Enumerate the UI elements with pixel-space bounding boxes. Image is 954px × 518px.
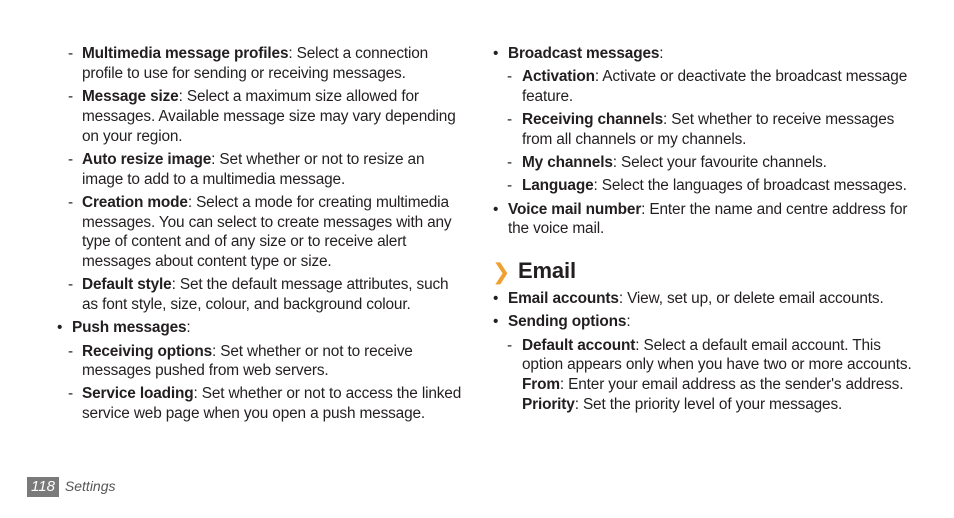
item-desc: : [659, 45, 664, 62]
item-desc: : Set whether or not to receive messages pushed from web servers. [82, 342, 413, 380]
item-term: Service loading [82, 385, 194, 403]
bullet-marker: • [493, 45, 499, 62]
item-term: Broadcast messages [508, 45, 660, 62]
dash-marker: - [68, 342, 73, 360]
item-term: Receiving channels [522, 111, 664, 129]
list-item [492, 153, 912, 173]
bullet-item-email-accounts [492, 289, 912, 309]
item-term: Push messages [72, 319, 187, 337]
bullet-marker: • [493, 200, 499, 218]
bullet-marker: • [493, 313, 499, 331]
item-desc: : [186, 319, 191, 337]
item-desc: : Set the default message attributes, such as font style, size, colour, and background colour. [82, 276, 449, 314]
item-term: Language [522, 177, 594, 195]
dash-marker: - [68, 276, 73, 294]
list-item [492, 176, 912, 196]
item-desc: : Select a maximum size allowed for messages. Available message size may vary depending on your region. [82, 87, 456, 145]
list-item [56, 275, 466, 315]
dash-marker: - [507, 336, 512, 354]
list-item [56, 44, 466, 84]
dash-marker: - [507, 111, 512, 129]
list-item [492, 110, 912, 150]
dash-marker: - [68, 87, 73, 105]
item-term: Multimedia message profiles [82, 45, 289, 62]
bullet-item-voice-mail [492, 200, 912, 240]
item-desc: : Select your favourite channels. [612, 154, 827, 172]
item-desc: : Select a mode for creating multimedia messages. You can select to create messages with any type of content and of any size or to receive alert messages about content type or size. [82, 193, 452, 271]
bullet-marker: • [493, 290, 499, 308]
item-desc: : Set the priority level of your messages. [574, 395, 843, 413]
dash-marker: - [507, 68, 512, 86]
list-item [492, 67, 912, 107]
dash-marker: - [507, 177, 512, 195]
item-desc: : Select the languages of broadcast messages. [593, 177, 907, 195]
list-item [56, 150, 466, 190]
list-item [56, 342, 466, 382]
item-term: Message size [82, 87, 179, 105]
item-term: Priority [522, 395, 575, 413]
chevron-right-icon: ❯ [492, 259, 511, 285]
from-line [522, 375, 912, 395]
page-footer [27, 476, 116, 496]
item-desc: : Select a default email account. This option appears only when you have two or more accounts. [522, 336, 912, 374]
dash-marker: - [68, 150, 73, 168]
dash-marker: - [68, 193, 73, 211]
item-desc: : Activate or deactivate the broadcast message feature. [522, 68, 908, 105]
item-desc: : Enter the name and centre address for the voice mail. [508, 200, 908, 238]
item-desc: : Set whether or not to access the linked service web page when you open a push message. [82, 385, 462, 423]
right-column [492, 44, 912, 418]
item-term: Receiving options [82, 342, 212, 360]
item-desc: : Enter your email address as the sender's address. [559, 376, 904, 394]
section-title: Email [518, 258, 576, 284]
item-term: Default account [522, 336, 636, 354]
dash-marker: - [68, 385, 73, 403]
dash-marker: - [68, 45, 73, 62]
dash-marker: - [507, 154, 512, 172]
item-desc: : View, set up, or delete email accounts. [618, 290, 884, 308]
item-desc: : Select a connection profile to use for sending or receiving messages. [82, 45, 429, 82]
bullet-item-broadcast-messages [492, 44, 912, 64]
priority-line [522, 395, 912, 415]
item-term: Email accounts [508, 290, 619, 308]
item-desc: : Set whether or not to resize an image to add to a multimedia message. [82, 150, 425, 188]
item-desc: : [626, 313, 631, 331]
bullet-marker: • [57, 319, 63, 337]
item-term: Creation mode [82, 193, 188, 211]
bullet-item-sending-options [492, 312, 912, 332]
list-item [56, 384, 466, 424]
item-term: Auto resize image [82, 150, 212, 168]
list-item [56, 193, 466, 272]
list-item [492, 336, 912, 415]
list-item [56, 87, 466, 146]
item-term: My channels [522, 154, 613, 172]
item-desc: : Set whether to receive messages from all channels or my channels. [522, 111, 895, 148]
bullet-item-push-messages [56, 318, 466, 338]
item-term: Sending options [508, 313, 627, 331]
item-term: Activation [522, 68, 595, 86]
section-name: Settings [64, 478, 116, 494]
item-term: Default style [82, 276, 172, 294]
section-heading-email [492, 257, 912, 285]
page-number: 118 [27, 477, 59, 497]
item-term: Voice mail number [508, 200, 642, 218]
item-term: From [522, 376, 560, 394]
left-column [56, 44, 466, 427]
